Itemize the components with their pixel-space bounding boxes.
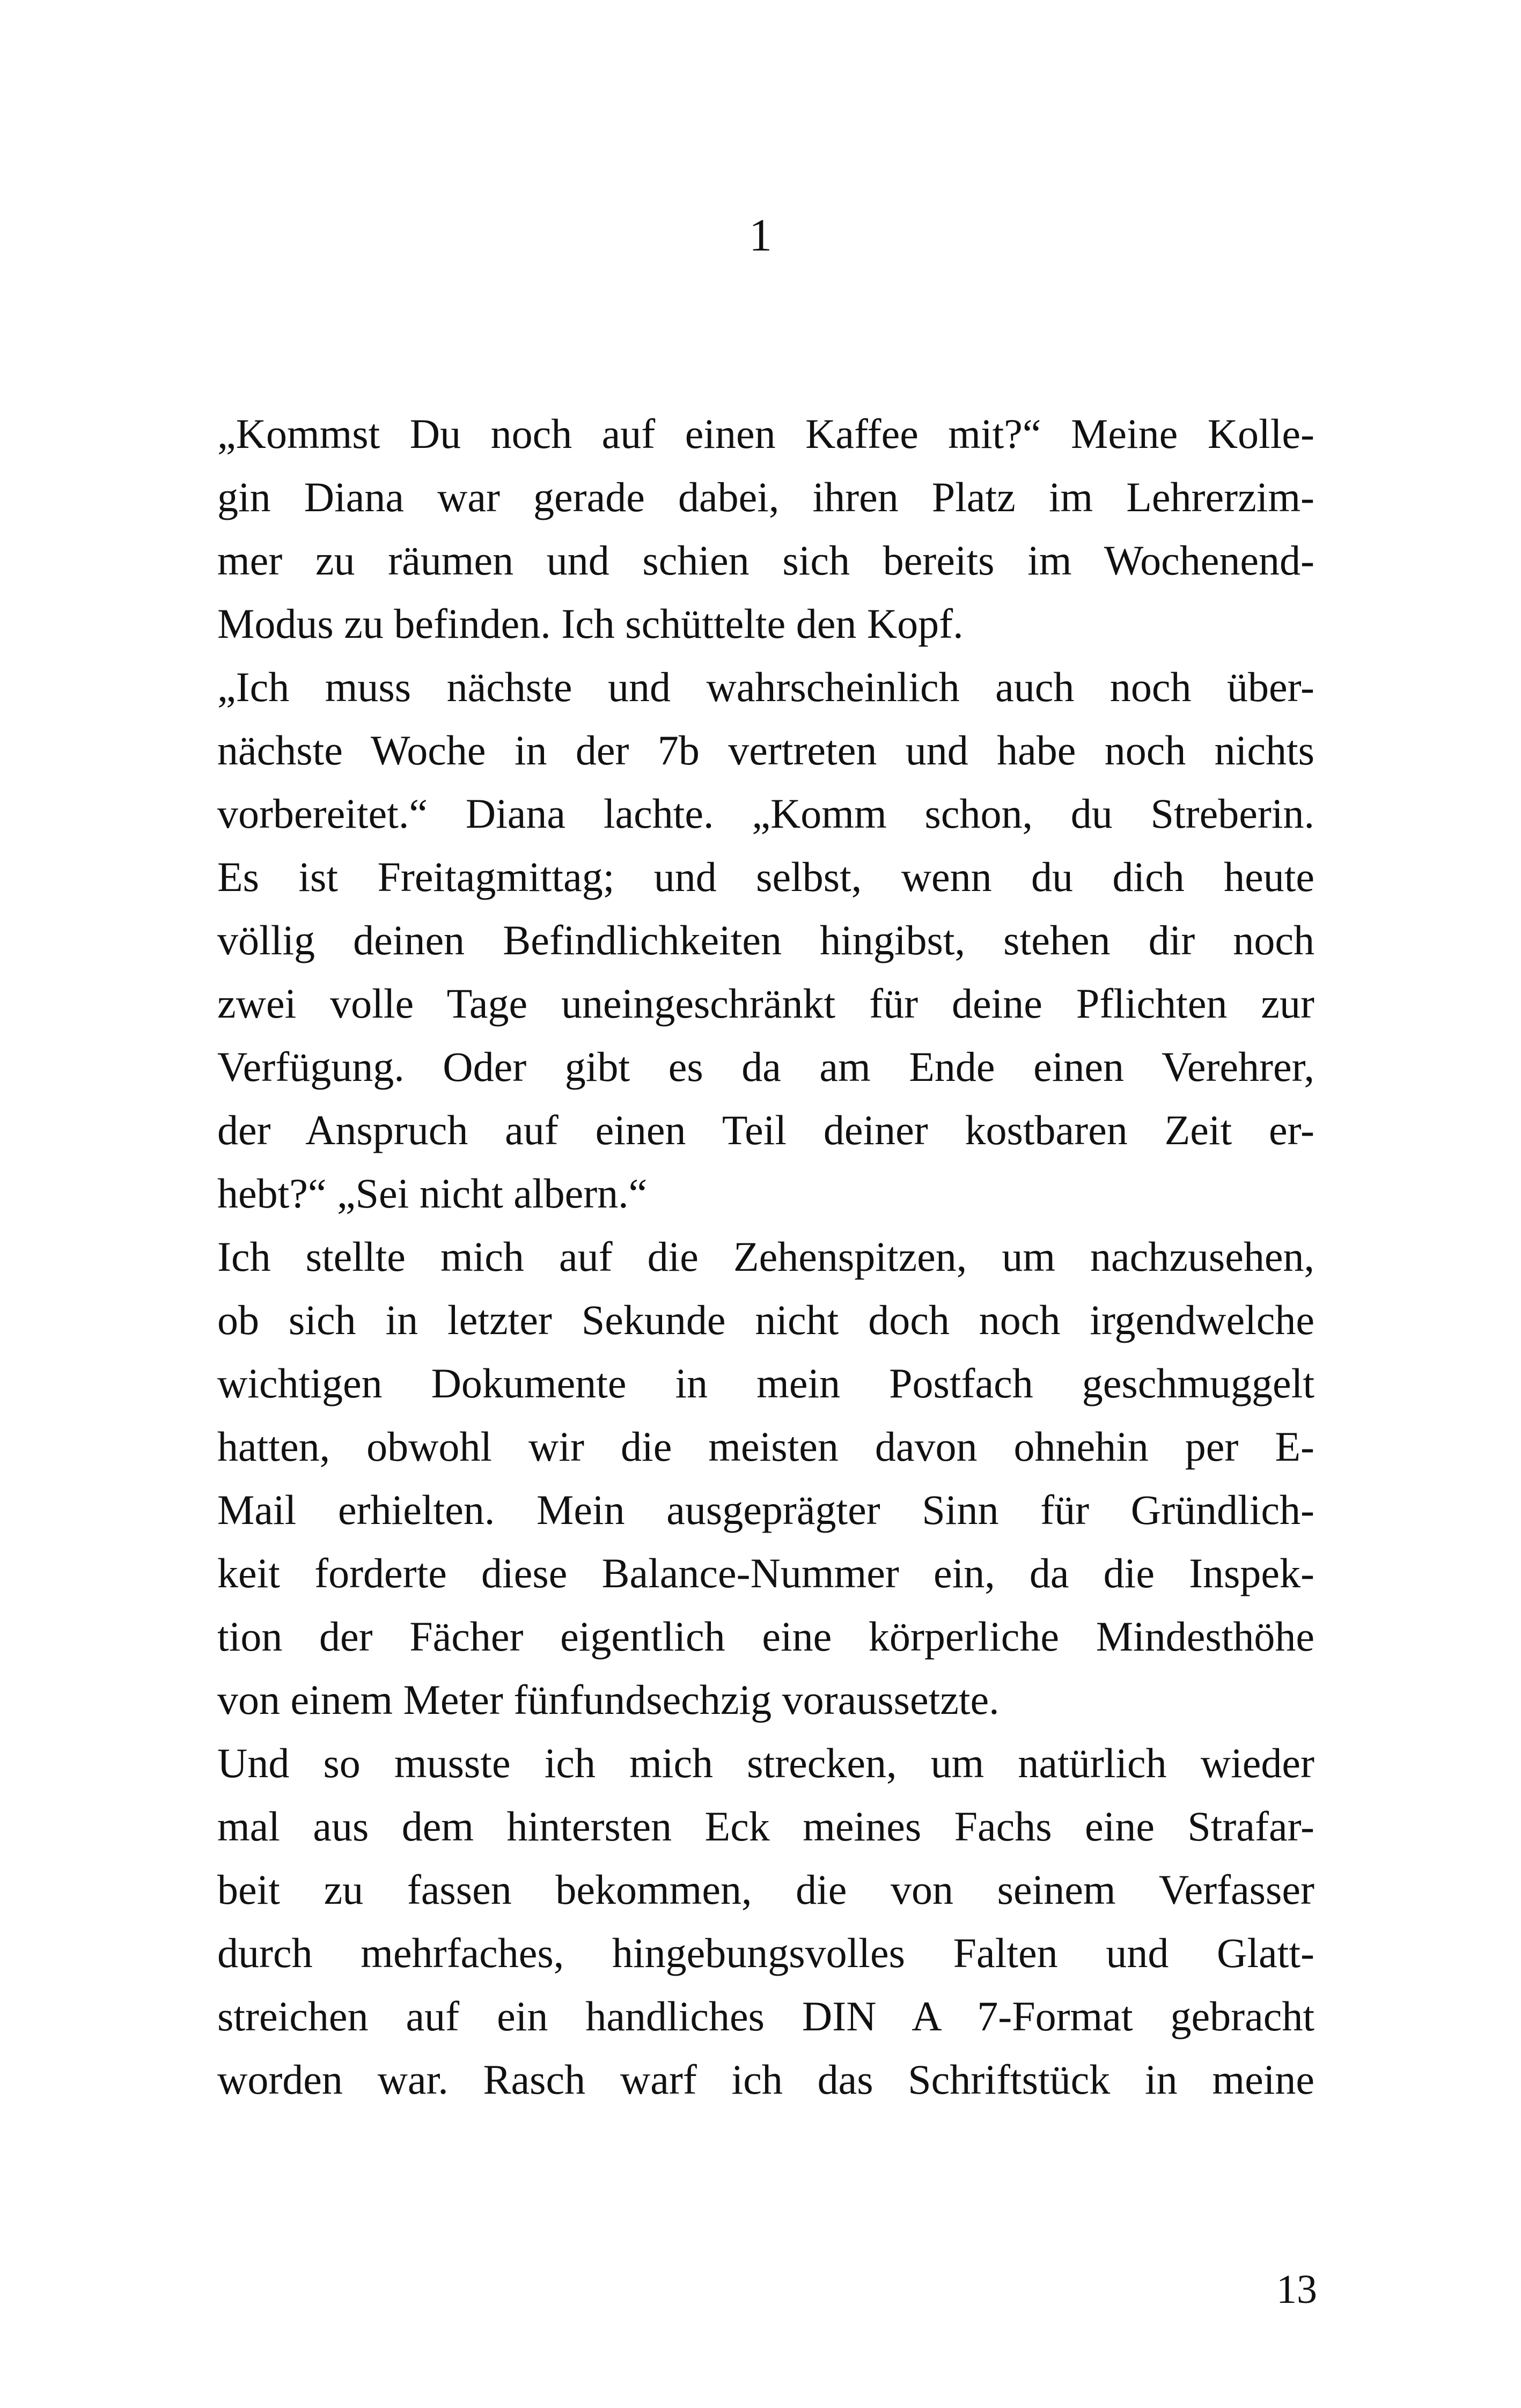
text-line: von einem Meter fünfundsechzig voraussetzte. [217,1676,1000,1723]
text-line: Verfügung. Oder gibt es da am Ende einen Verehrer, [217,1043,1314,1090]
text-line: tion der Fächer eigentlich eine körperliche Mindesthöhe [217,1613,1314,1660]
chapter-number: 1 [749,209,772,261]
text-line: streichen auf ein handliches DIN A 7-Format gebracht [217,1993,1314,2039]
text-line: durch mehrfaches, hingebungsvolles Falten und Glatt- [217,1930,1314,1976]
text-line: wichtigen Dokumente in mein Postfach geschmuggelt [217,1360,1314,1406]
text-line: mal aus dem hintersten Eck meines Fachs eine Strafar- [217,1803,1314,1850]
text-line: vorbereitet.“ Diana lachte. „Komm schon, du Streberin. [217,790,1314,837]
text-line: Und so musste ich mich strecken, um natürlich wieder [217,1740,1314,1786]
text-line: beit zu fassen bekommen, die von seinem Verfasser [217,1866,1314,1913]
text-line: Es ist Freitagmittag; und selbst, wenn du dich heute [217,853,1314,900]
text-line: Modus zu befinden. Ich schüttelte den Kopf. [217,600,964,647]
text-line: worden war. Rasch warf ich das Schriftstück in meine [217,2056,1314,2103]
text-line: gin Diana war gerade dabei, ihren Platz im Lehrerzim- [217,474,1314,520]
text-line: keit forderte diese Balance-Nummer ein, da die Inspek- [217,1550,1314,1596]
text-line: Ich stellte mich auf die Zehenspitzen, um nachzusehen, [217,1233,1314,1280]
text-line: völlig deinen Befindlichkeiten hingibst, stehen dir noch [217,917,1314,963]
text-line: mer zu räumen und schien sich bereits im Wochenend- [217,537,1314,584]
text-line: ob sich in letzter Sekunde nicht doch noch irgendwelche [217,1297,1314,1343]
text-line: zwei volle Tage uneingeschränkt für deine Pflichten zur [217,980,1314,1027]
text-line: „Ich muss nächste und wahrscheinlich auch noch über- [217,664,1314,710]
text-line: Mail erhielten. Mein ausgeprägter Sinn für Gründlich- [217,1486,1314,1533]
body-text [217,402,1314,2111]
page-number: 13 [1276,2267,1317,2312]
text-line: nächste Woche in der 7b vertreten und habe noch nichts [217,727,1314,774]
text-line: „Kommst Du noch auf einen Kaffee mit?“ Meine Kolle- [217,410,1314,457]
text-line: hatten, obwohl wir die meisten davon ohnehin per E- [217,1423,1314,1470]
text-line: der Anspruch auf einen Teil deiner kostbaren Zeit er- [217,1107,1314,1153]
text-line: hebt?“ „Sei nicht albern.“ [217,1170,648,1217]
